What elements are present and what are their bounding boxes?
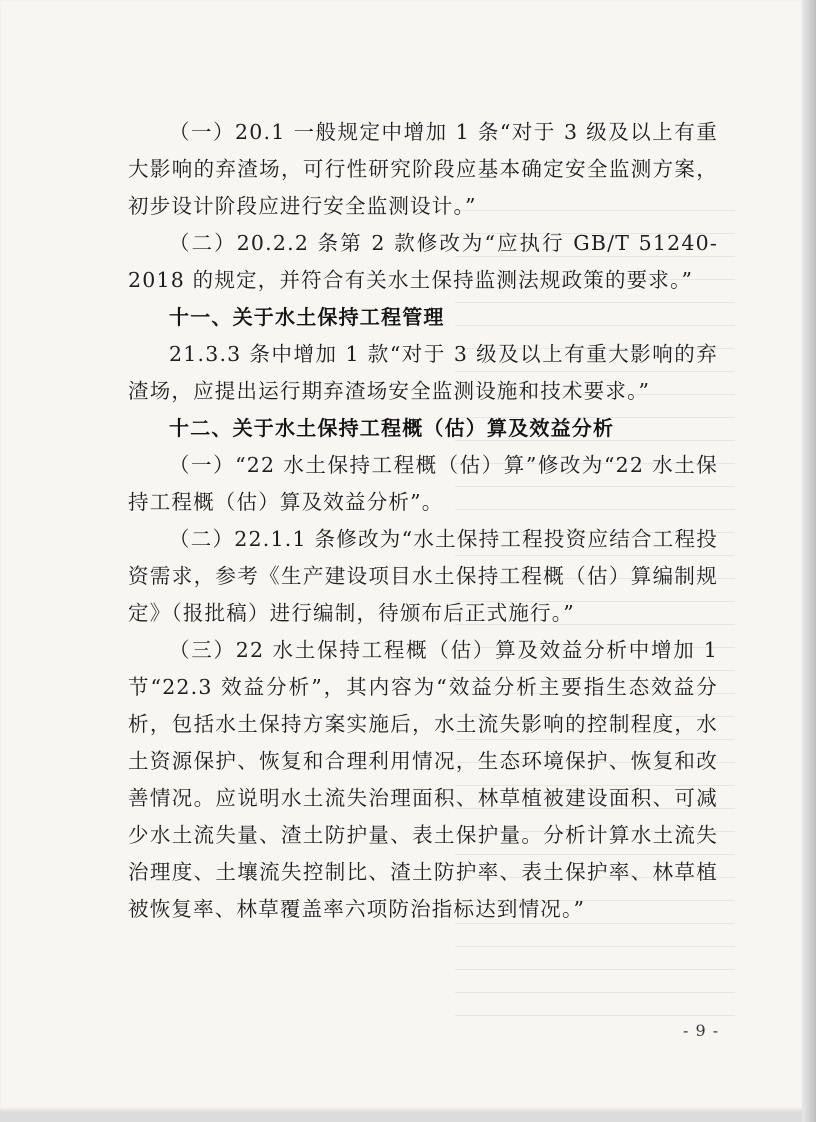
page-number: - 9 - — [683, 1021, 720, 1040]
section-heading-12: 十二、关于水土保持工程概（估）算及效益分析 — [169, 416, 615, 440]
section-heading-11: 十一、关于水土保持工程管理 — [169, 305, 445, 329]
document-body — [128, 114, 718, 928]
paragraph-21-3-3: 21.3.3 条中增加 1 款“对于 3 级及以上有重大影响的弃渣场，应提出运行期弃渣场安全监测设施和技术要求。” — [128, 342, 718, 403]
paragraph-22-title: （一）“22 水土保持工程概（估）算”修改为“22 水土保持工程概（估）算及效益分析”。 — [128, 453, 718, 514]
paragraph-22-1-1: （二）22.1.1 条修改为“水土保持工程投资应结合工程投资需求，参考《生产建设项目水土保持工程概（估）算编制规定》（报批稿）进行编制，待颁布后正式施行。” — [128, 527, 718, 625]
paragraph-20-2-2: （二）20.2.2 条第 2 款修改为“应执行 GB/T 51240-2018 的规定，并符合有关水土保持监测法规政策的要求。” — [128, 231, 718, 292]
paragraph-20-1: （一）20.1 一般规定中增加 1 条“对于 3 级及以上有重大影响的弃渣场，可行性研究阶段应基本确定安全监测方案，初步设计阶段应进行安全监测设计。” — [128, 120, 718, 218]
paragraph-22-3: （三）22 水土保持工程概（估）算及效益分析中增加 1 节“22.3 效益分析”，其内容为“效益分析主要指生态效益分析，包括水土保持方案实施后，水土流失影响的控制程度，水土资源保护、恢复和合理利用情况，生态环境保护、恢复和改善情况。应说明水土流失治理面积、林草植被建设面积、可减少水土流失量、渣土防护量、表土保护量。分析计算水土流失治理度、土壤流失控制比、渣土防护率、表土保护率、林草植被恢复率、林草覆盖率六项防治指标达到情况。” — [128, 638, 718, 921]
scan-edge — [802, 0, 816, 1122]
